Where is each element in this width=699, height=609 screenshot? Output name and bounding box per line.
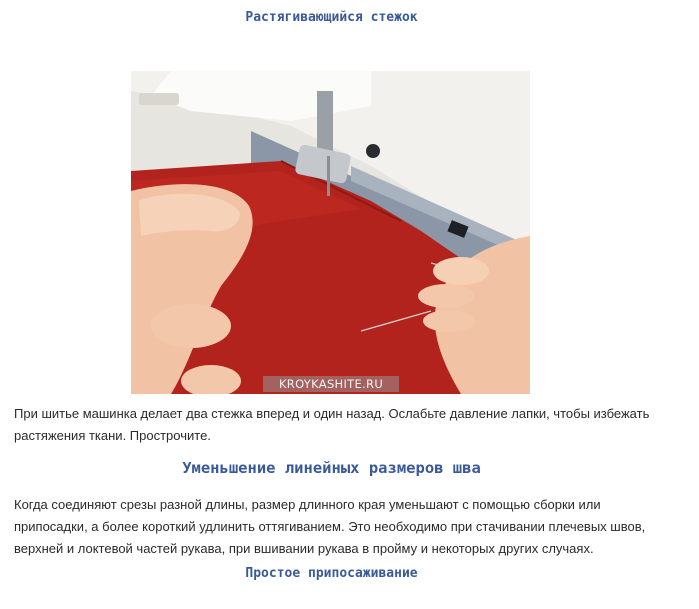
watermark-label: KROYKASHITE.RU — [263, 376, 399, 392]
paragraph-line: растяжения ткани. Прострочите. — [14, 428, 211, 443]
section-title-seam-reduction: Уменьшение линейных размеров шва — [182, 459, 481, 477]
paragraph-line: Когда соединяют срезы разной длины, размер длинного края уменьшают с помощью сборки или — [14, 497, 601, 512]
paragraph-line: припосадки, а более короткий удлинить оттягиванием. Это необходимо при стачивании плечевых швов, — [14, 519, 646, 534]
paragraph-seam-reduction — [14, 494, 654, 560]
paragraph-stretch-stitch — [14, 403, 654, 447]
section-title-simple-easing: Простое припосаживание — [245, 566, 418, 581]
paragraph-line: верхней и локтевой частей рукава, при вшивании рукава в пройму и некоторых других случаях. — [14, 541, 594, 556]
sewing-machine-photo — [131, 71, 530, 394]
paragraph-line: При шитье машинка делает два стежка вперед и один назад. Ослабьте давление лапки, чтобы избежать — [14, 406, 650, 421]
section-title-stretch-stitch: Растягивающийся стежок — [245, 10, 418, 25]
